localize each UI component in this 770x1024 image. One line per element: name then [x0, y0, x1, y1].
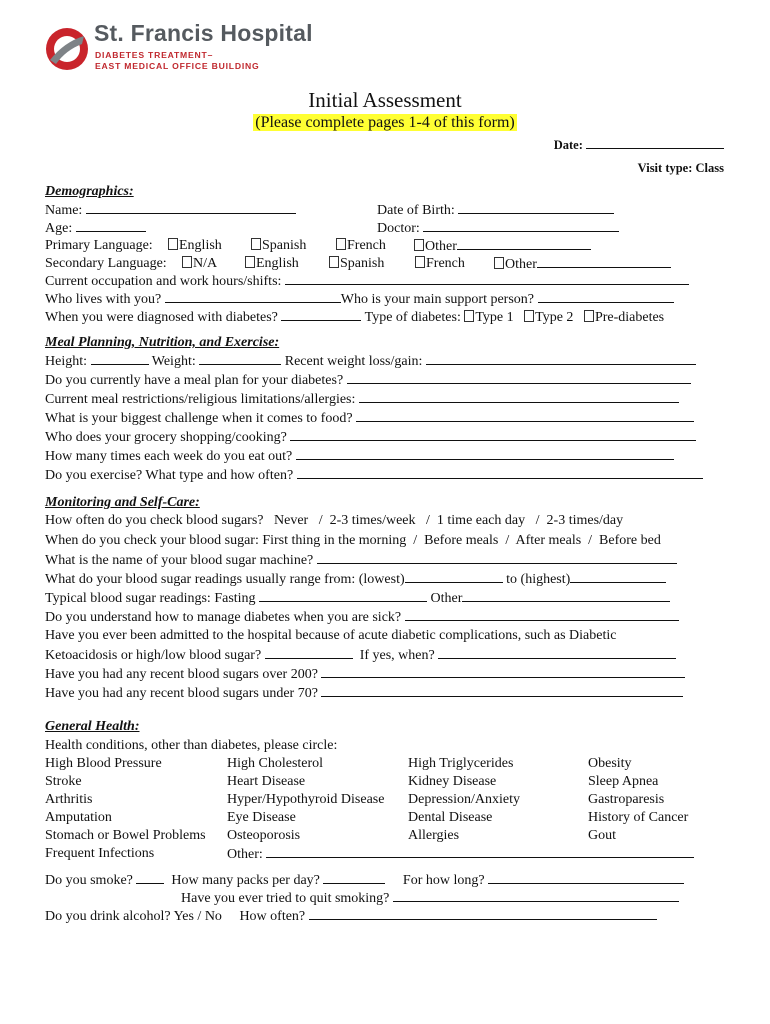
condition-item[interactable]: Sleep Apnea	[588, 774, 659, 789]
admitted-line-1: Have you ever been admitted to the hospital because of acute diabetic complications, such as Diabetic	[45, 628, 617, 643]
name-field[interactable]	[86, 202, 296, 214]
section-meal-planning: Meal Planning, Nutrition, and Exercise:	[45, 335, 280, 350]
exercise-field[interactable]	[297, 467, 703, 479]
weight-change-field[interactable]	[426, 353, 696, 365]
doctor-field[interactable]	[423, 220, 619, 232]
challenge-field[interactable]	[356, 410, 694, 422]
condition-item[interactable]: Heart Disease	[227, 774, 306, 789]
meal-plan-field[interactable]	[347, 372, 691, 384]
primary-english-option[interactable]: English	[168, 238, 222, 254]
dob-field[interactable]	[458, 202, 614, 214]
condition-item[interactable]: High Blood Pressure	[45, 756, 162, 771]
sick-field[interactable]	[405, 609, 679, 621]
diagnosed-row: When you were diagnosed with diabetes? Type of diabetes: Type 1 Type 2 Pre-diabetes	[45, 310, 665, 325]
checkbox-icon	[336, 238, 346, 250]
condition-item[interactable]: High Triglycerides	[408, 756, 514, 771]
fasting-field[interactable]	[259, 590, 427, 602]
condition-item[interactable]: Dental Disease	[408, 810, 493, 825]
hospital-logo	[44, 20, 344, 76]
condition-other-row: Other:	[227, 846, 694, 864]
condition-item[interactable]: Depression/Anxiety	[408, 792, 520, 807]
logo-name: St. Francis Hospital	[94, 20, 313, 46]
check-often-row: How often do you check blood sugars? Never / 2-3 times/week / 1 time each day / 2-3 times/day	[45, 513, 624, 528]
sick-row: Do you understand how to manage diabetes when you are sick?	[45, 609, 679, 626]
height-row: Height: Weight: Recent weight loss/gain:	[45, 353, 696, 370]
primary-french-option[interactable]: French	[336, 238, 386, 254]
conditions-intro: Health conditions, other than diabetes, please circle:	[45, 738, 338, 753]
lives-with-field[interactable]	[165, 291, 341, 303]
condition-item[interactable]: Arthritis	[45, 792, 93, 807]
other-condition-field[interactable]	[266, 846, 694, 858]
other-reading-field[interactable]	[462, 590, 670, 602]
machine-field[interactable]	[317, 552, 677, 564]
admitted-row: Ketoacidosis or high/low blood sugar? If yes, when?	[45, 647, 676, 664]
checkbox-icon	[168, 238, 178, 250]
checkbox-icon	[251, 238, 261, 250]
checkbox-icon	[584, 310, 594, 322]
date-label: Date:	[553, 138, 583, 152]
section-general-health: General Health:	[45, 719, 140, 734]
age-field[interactable]	[76, 220, 146, 232]
shopping-row: Who does your grocery shopping/cooking?	[45, 429, 696, 446]
if-yes-when-field[interactable]	[438, 647, 676, 659]
over200-row: Have you had any recent blood sugars over 200?	[45, 666, 685, 683]
packs-field[interactable]	[323, 872, 385, 884]
range-highest-field[interactable]	[570, 571, 666, 583]
condition-item[interactable]: Obesity	[588, 756, 632, 771]
checkbox-icon	[524, 310, 534, 322]
exercise-row: Do you exercise? What type and how often?	[45, 467, 703, 484]
condition-item[interactable]: High Cholesterol	[227, 756, 324, 771]
quit-field[interactable]	[393, 890, 679, 902]
primary-other-option[interactable]: Other	[414, 238, 591, 255]
under70-row: Have you had any recent blood sugars under 70?	[45, 685, 683, 702]
secondary-english-option[interactable]: English	[245, 256, 299, 272]
under70-field[interactable]	[321, 685, 683, 697]
machine-row: What is the name of your blood sugar machine?	[45, 552, 677, 569]
prediabetes-option[interactable]: Pre-diabetes	[584, 310, 664, 325]
meal-plan-row: Do you currently have a meal plan for your diabetes?	[45, 372, 691, 389]
smoke-field[interactable]	[136, 872, 164, 884]
occupation-row: Current occupation and work hours/shifts:	[45, 273, 689, 290]
checkbox-icon	[182, 256, 192, 268]
range-lowest-field[interactable]	[405, 571, 503, 583]
condition-item[interactable]: Osteoporosis	[227, 828, 301, 843]
diagnosed-field[interactable]	[281, 309, 361, 321]
type1-option[interactable]: Type 1	[464, 310, 513, 325]
checkbox-icon	[414, 239, 424, 251]
secondary-spanish-option[interactable]: Spanish	[329, 256, 384, 272]
conditions-col-4	[588, 756, 688, 846]
typical-row: Typical blood sugar readings: Fasting Other	[45, 590, 670, 607]
eat-out-field[interactable]	[296, 448, 674, 460]
how-often-field[interactable]	[309, 908, 657, 920]
dob-row: Date of Birth:	[377, 202, 614, 219]
logo-line-2: EAST MEDICAL OFFICE BUILDING	[95, 61, 260, 71]
checkbox-icon	[464, 310, 474, 322]
challenge-row: What is your biggest challenge when it comes to food?	[45, 410, 694, 427]
alcohol-row: Do you drink alcohol? Yes / No How often?	[45, 908, 657, 925]
condition-item[interactable]: Stroke	[45, 774, 82, 789]
section-demographics: Demographics:	[45, 184, 134, 199]
condition-item[interactable]: Stomach or Bowel Problems	[45, 828, 206, 843]
logo-line-1: DIABETES TREATMENT–	[95, 50, 214, 60]
restrictions-field[interactable]	[359, 391, 679, 403]
secondary-other-option[interactable]: Other	[494, 256, 671, 273]
lives-with-row: Who lives with you? Who is your main support person?	[45, 291, 674, 308]
condition-item[interactable]: Kidney Disease	[408, 774, 497, 789]
secondary-french-option[interactable]: French	[415, 256, 465, 272]
support-person-field[interactable]	[538, 291, 674, 303]
conditions-col-1	[45, 756, 206, 864]
primary-language-label: Primary Language:	[45, 238, 153, 253]
type2-option[interactable]: Type 2	[524, 310, 573, 325]
admitted-field[interactable]	[265, 647, 353, 659]
condition-item[interactable]: Frequent Infections	[45, 846, 155, 861]
condition-item[interactable]: Hyper/Hypothyroid Disease	[227, 792, 385, 807]
section-monitoring: Monitoring and Self-Care:	[45, 495, 200, 510]
secondary-na-option[interactable]: N/A	[182, 256, 217, 272]
condition-item[interactable]: History of Cancer	[588, 810, 689, 825]
quit-row: Have you ever tried to quit smoking?	[181, 890, 679, 907]
condition-item[interactable]: Amputation	[45, 810, 112, 825]
page-subtitle: (Please complete pages 1-4 of this form)	[255, 114, 515, 131]
range-row: What do your blood sugar readings usually range from: (lowest) to (highest)	[45, 571, 666, 588]
checkbox-icon	[415, 256, 425, 268]
check-when-row: When do you check your blood sugar: First thing in the morning / Before meals / After meals / Before bed	[45, 533, 661, 548]
restrictions-row: Current meal restrictions/religious limitations/allergies:	[45, 391, 679, 408]
height-field[interactable]	[91, 353, 149, 365]
condition-item[interactable]: Eye Disease	[227, 810, 296, 825]
condition-item[interactable]: Allergies	[408, 828, 460, 843]
checkbox-icon	[329, 256, 339, 268]
date-row	[554, 137, 724, 153]
age-row: Age:	[45, 220, 146, 237]
weight-field[interactable]	[199, 353, 281, 365]
occupation-field[interactable]	[285, 273, 689, 285]
eat-out-row: How many times each week do you eat out?	[45, 448, 674, 465]
conditions-col-3	[408, 756, 520, 846]
hospital-logo-icon	[44, 24, 90, 74]
checkbox-icon	[494, 257, 504, 269]
smoke-row: Do you smoke? How many packs per day? For how long?	[45, 872, 684, 889]
visit-type: Visit type: Class	[637, 161, 724, 175]
how-long-field[interactable]	[488, 872, 684, 884]
checkbox-icon	[245, 256, 255, 268]
doctor-row: Doctor:	[377, 220, 619, 237]
date-field[interactable]	[586, 137, 724, 149]
condition-item[interactable]: Gout	[588, 828, 616, 843]
condition-item[interactable]: Gastroparesis	[588, 792, 665, 807]
name-row: Name:	[45, 202, 296, 219]
over200-field[interactable]	[321, 666, 685, 678]
secondary-language-label: Secondary Language:	[45, 256, 167, 271]
page-title: Initial Assessment	[308, 88, 462, 112]
shopping-field[interactable]	[290, 429, 696, 441]
primary-spanish-option[interactable]: Spanish	[251, 238, 306, 254]
